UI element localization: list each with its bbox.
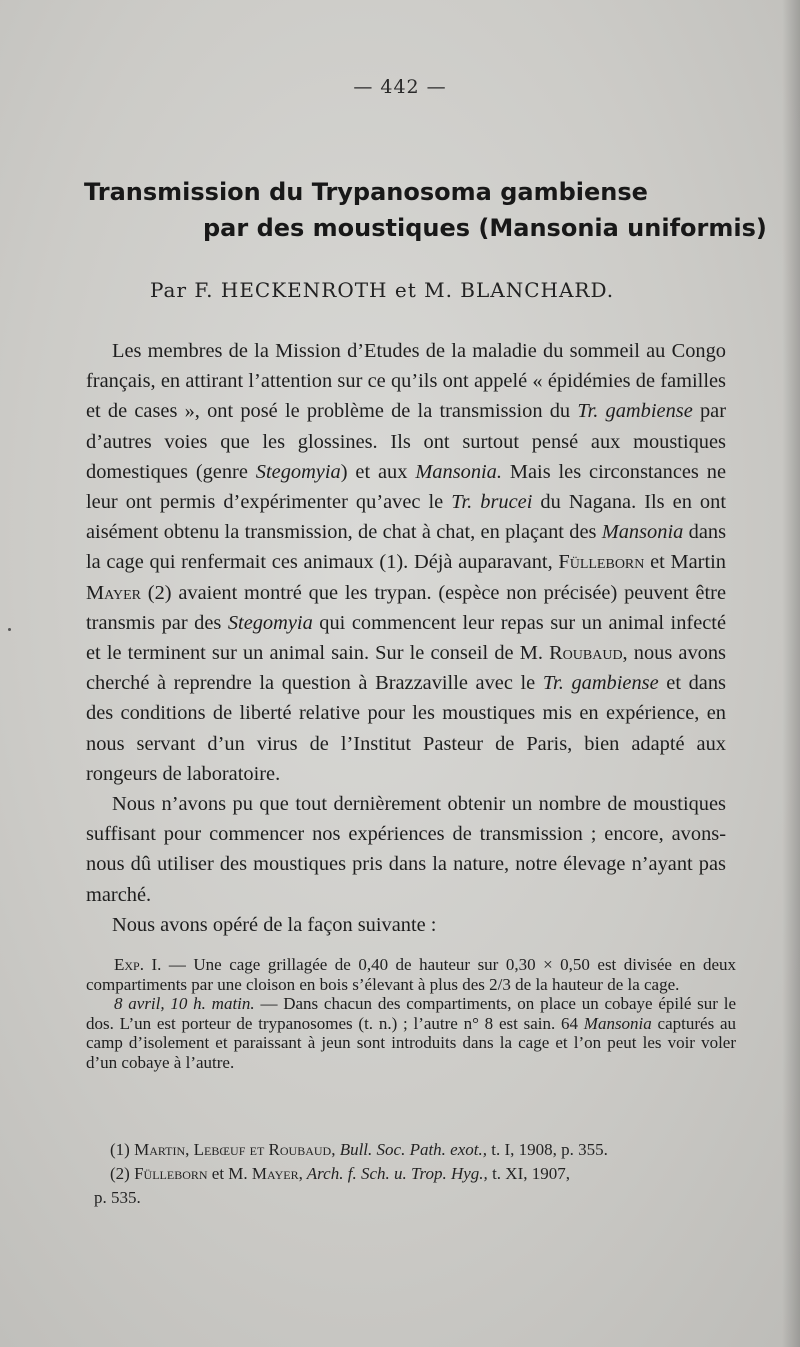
genus-name: Stegomyia: [227, 611, 313, 634]
text-run: et M.: [207, 1164, 252, 1183]
author-name: Fülleborn: [558, 551, 645, 574]
paragraph-method: Nous avons opéré de la façon suivante :: [112, 913, 437, 936]
paragraph-introduction: [86, 336, 726, 789]
text-run: t. XI, 1907,: [487, 1164, 570, 1183]
page-edge-shadow: [782, 0, 800, 1347]
text-run: et Martin: [644, 551, 726, 574]
text-run: par d’autres voies que les glossines. Ils ont surtout pensé aux moustiques domestiques (genre: [86, 400, 726, 483]
text-run: t. I, 1908, p. 355.: [487, 1140, 608, 1159]
footnotes: [94, 1138, 740, 1210]
species-name: Tr. gambiense: [577, 400, 693, 423]
genus-name: Stegomyia: [255, 460, 341, 483]
text-run: capturés au camp d’isolement et paraissant à jeun sont introduits dans la cage et l’on peut les voir voler d’un cobaye à l’autre.: [86, 1013, 736, 1072]
article-title-line-1: Transmission du Trypanosoma gambiense: [84, 178, 648, 206]
experiment-label: Exp. I.: [114, 955, 162, 974]
species-name: Tr. brucei: [451, 491, 533, 514]
footnote-2: [110, 1162, 740, 1186]
text-run: — Dans chacun des compartiments, on place un cobaye épilé sur le dos. L’un est porteur de trypanosomes (t. n.) ; l’autre n° 8 est sain. 64: [86, 994, 736, 1033]
text-run: du Nagana. Ils en ont aisément obtenu la transmission, de chat à chat, en plaçant des: [86, 491, 726, 544]
article-body: [86, 336, 726, 940]
text-run: dans la cage qui renfermait ces animaux (1). Déjà auparavant,: [86, 521, 726, 574]
experiment-procedure: [86, 994, 736, 1072]
author-name: Mayer: [86, 581, 141, 604]
genus-name: Mansonia.: [415, 460, 502, 483]
footnote-2-page: p. 535.: [94, 1188, 141, 1207]
text-run: Mais les circonstances ne leur ont permis d’expérimenter qu’avec le: [86, 460, 726, 514]
experiment-description: [86, 955, 736, 1072]
journal-title: Arch. f. Sch. u. Trop. Hyg.,: [302, 1164, 488, 1183]
paragraph-mosquitoes: Nous n’avons pu que tout dernièrement obtenir un nombre de moustiques suffisant pour commencer nos expériences de transmission ; encore, avons-nous dû utiliser des moustiques pris dans la nature, notre élevage n’ayant pas marché.: [86, 793, 726, 906]
footnote-authors: Fülleborn: [134, 1164, 208, 1183]
genus-name: Mansonia: [601, 521, 684, 544]
author-name: Roubaud,: [549, 642, 628, 665]
experiment-date: 8 avril, 10 h. matin.: [114, 994, 255, 1013]
text-run: qui commencent leur repas sur un animal infecté et le terminent sur un animal sain. Sur le conseil de M.: [86, 611, 727, 665]
ink-speck: [8, 628, 11, 631]
text-run: ) et aux: [340, 460, 416, 483]
text-run: et dans des conditions de liberté relative pour les moustiques mis en expérience, en nous servant d’un virus de l’Institut Pasteur de Paris, bien adapté aux rongeurs de laboratoire.: [86, 672, 726, 785]
experiment-setup: [86, 955, 736, 994]
text-run: — Une cage grillagée de 0,40 de hauteur sur 0,30 × 0,50 est divisée en deux compartiments par une cloison en bois s’élevant à plus des 2/3 de la hauteur de la cage.: [86, 955, 737, 994]
footnote-1: [110, 1138, 740, 1162]
footnote-number: (2): [110, 1164, 135, 1183]
article-authors: Par F. HECKENROTH et M. BLANCHARD.: [150, 278, 615, 302]
genus-name: Mansonia: [583, 1013, 652, 1033]
text-run: (2) avaient montré que les trypan. (espèce non précisée) peuvent être transmis par des: [86, 581, 726, 634]
species-name: Tr. gambiense: [542, 672, 659, 695]
footnote-authors: Mayer,: [251, 1164, 303, 1183]
article-title-line-2: par des moustiques (Mansonia uniformis): [203, 214, 767, 242]
page-number: — 442 —: [353, 76, 447, 98]
journal-title: Bull. Soc. Path. exot.,: [335, 1140, 488, 1159]
text-run: nous avons cherché à reprendre la question à Brazzaville avec le: [86, 642, 726, 695]
text-run: Les membres de la Mission d’Etudes de la maladie du sommeil au Congo français, en attirant l’attention sur ce qu’ils ont appelé « épidémies de familles et de cases », ont posé le problème de la transmission du: [86, 340, 726, 423]
footnote-number: (1): [110, 1140, 135, 1159]
footnote-authors: Martin, Lebœuf et Roubaud,: [134, 1140, 336, 1159]
